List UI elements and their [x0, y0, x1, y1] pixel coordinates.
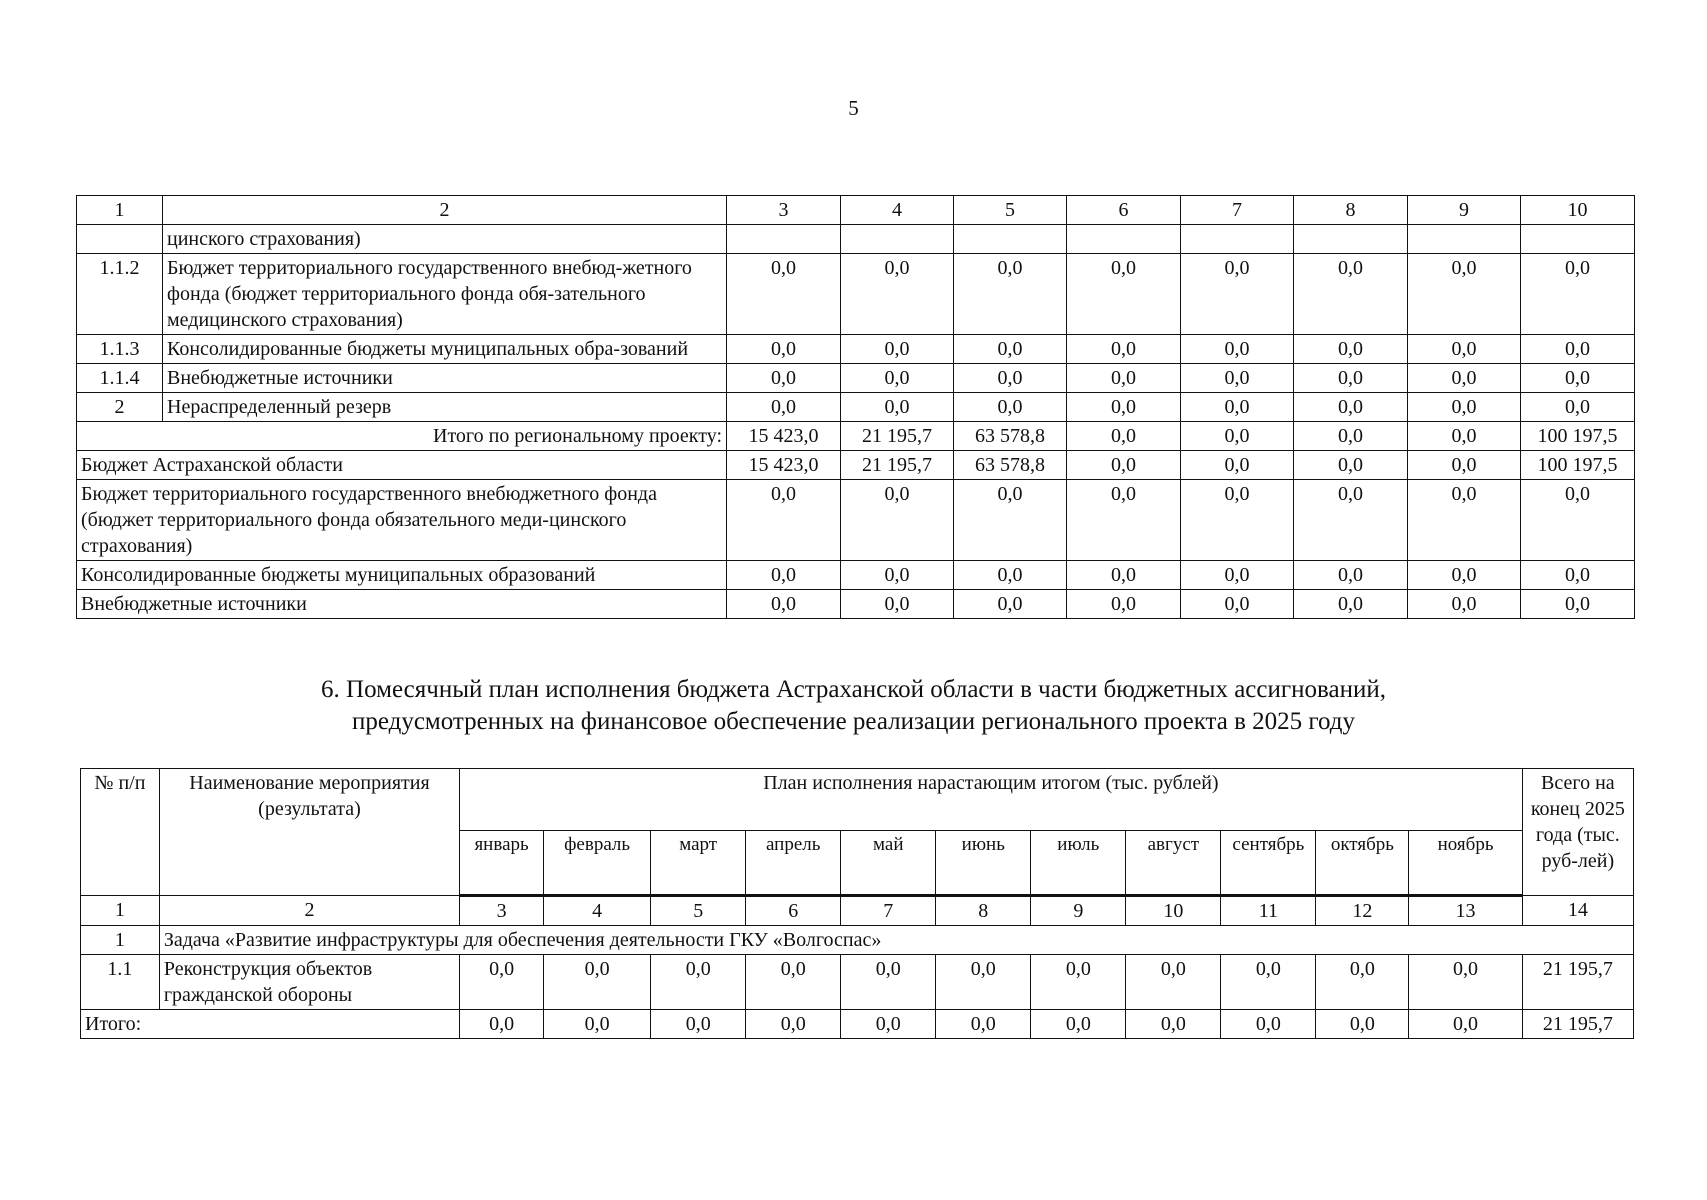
total-value: 0,0 — [1181, 422, 1294, 451]
summary-name: Внебюджетные источники — [77, 590, 727, 619]
month-value: 0,0 — [1409, 955, 1522, 1010]
index-cell: 6 — [746, 896, 841, 926]
col-plan-header: План исполнения нарастающим итогом (тыс. рублей) — [460, 769, 1523, 831]
header-cell: 8 — [1294, 196, 1408, 225]
value-cell: 0,0 — [1067, 254, 1181, 335]
index-cell: 2 — [159, 896, 459, 926]
index-cell: 1 — [81, 896, 160, 926]
value-cell: 0,0 — [727, 480, 841, 561]
header-cell: 6 — [1067, 196, 1181, 225]
value-cell: 0,0 — [954, 480, 1067, 561]
value-cell: 0,0 — [954, 364, 1067, 393]
month-value: 0,0 — [841, 1010, 936, 1039]
index-cell: 11 — [1221, 896, 1316, 926]
value-cell — [954, 225, 1067, 254]
header-cell: 3 — [727, 196, 841, 225]
value-cell — [727, 225, 841, 254]
value-cell: 0,0 — [1521, 254, 1635, 335]
value-cell: 0,0 — [1521, 561, 1635, 590]
header-row — [77, 196, 1635, 225]
header-cell: 2 — [163, 196, 727, 225]
month-value: 0,0 — [1126, 1010, 1221, 1039]
index-cell: 7 — [841, 896, 936, 926]
value-cell: 0,0 — [841, 393, 954, 422]
value-cell: 0,0 — [1408, 335, 1521, 364]
index-cell: 5 — [651, 896, 746, 926]
value-cell: 63 578,8 — [954, 451, 1067, 480]
value-cell: 0,0 — [1408, 364, 1521, 393]
value-cell — [1067, 225, 1181, 254]
value-cell: 0,0 — [1408, 254, 1521, 335]
total-value: 100 197,5 — [1521, 422, 1635, 451]
total-value: 0,0 — [1067, 422, 1181, 451]
value-cell — [1294, 225, 1408, 254]
value-cell — [1408, 225, 1521, 254]
table-row — [77, 335, 1635, 364]
index-cell: 14 — [1522, 896, 1633, 926]
value-cell: 0,0 — [1181, 364, 1294, 393]
month-value: 0,0 — [544, 955, 651, 1010]
month-value: 0,0 — [1221, 1010, 1316, 1039]
header-cell: 5 — [954, 196, 1067, 225]
row-number: 2 — [77, 393, 163, 422]
row-name: Внебюджетные источники — [163, 364, 727, 393]
monthly-plan-table — [80, 768, 1634, 1039]
month-value: 0,0 — [544, 1010, 651, 1039]
col-name-header: Наименование мероприятия (результата) — [159, 769, 459, 896]
value-cell: 0,0 — [1294, 590, 1408, 619]
section-title-line1: 6. Помесячный план исполнения бюджета Астраханской области в части бюджетных ассигнований, — [321, 676, 1386, 703]
summary-row — [77, 590, 1635, 619]
item-row — [81, 955, 1634, 1010]
month-header: сентябрь — [1221, 831, 1316, 896]
header-row-top — [81, 769, 1634, 831]
value-cell: 0,0 — [1294, 480, 1408, 561]
item-number: 1.1 — [81, 955, 160, 1010]
value-cell: 0,0 — [954, 561, 1067, 590]
total-value: 0,0 — [1408, 422, 1521, 451]
value-cell: 0,0 — [954, 590, 1067, 619]
month-header: май — [841, 831, 936, 896]
col-num-header: № п/п — [81, 769, 160, 896]
task-number: 1 — [81, 926, 160, 955]
index-row — [81, 896, 1634, 926]
header-cell: 4 — [841, 196, 954, 225]
index-cell: 8 — [936, 896, 1031, 926]
value-cell: 0,0 — [841, 364, 954, 393]
month-value: 0,0 — [1316, 955, 1409, 1010]
value-cell: 21 195,7 — [841, 451, 954, 480]
value-cell: 0,0 — [1408, 451, 1521, 480]
row-name: Консолидированные бюджеты муниципальных обра-зований — [163, 335, 727, 364]
table-row — [77, 225, 1635, 254]
total-value: 15 423,0 — [727, 422, 841, 451]
value-cell: 0,0 — [727, 590, 841, 619]
month-header: октябрь — [1316, 831, 1409, 896]
value-cell: 0,0 — [1521, 590, 1635, 619]
month-value: 0,0 — [746, 1010, 841, 1039]
value-cell: 0,0 — [1408, 480, 1521, 561]
summary-row — [77, 480, 1635, 561]
value-cell: 0,0 — [727, 364, 841, 393]
month-value: 0,0 — [1031, 955, 1126, 1010]
financing-table — [76, 195, 1635, 619]
item-total: 21 195,7 — [1522, 955, 1633, 1010]
value-cell: 0,0 — [727, 393, 841, 422]
value-cell: 0,0 — [954, 335, 1067, 364]
value-cell: 0,0 — [1294, 451, 1408, 480]
value-cell: 0,0 — [1181, 561, 1294, 590]
month-value: 0,0 — [1031, 1010, 1126, 1039]
total-value: 63 578,8 — [954, 422, 1067, 451]
value-cell: 0,0 — [1067, 451, 1181, 480]
month-header: июль — [1031, 831, 1126, 896]
month-header: ноябрь — [1409, 831, 1522, 896]
value-cell: 0,0 — [1181, 451, 1294, 480]
month-value: 0,0 — [1409, 1010, 1522, 1039]
month-value: 0,0 — [651, 955, 746, 1010]
task-name: Задача «Развитие инфраструктуры для обеспечения деятельности ГКУ «Волгоспас» — [159, 926, 1633, 955]
value-cell: 15 423,0 — [727, 451, 841, 480]
footer-total: 21 195,7 — [1522, 1010, 1633, 1039]
index-cell: 12 — [1316, 896, 1409, 926]
value-cell: 0,0 — [1294, 335, 1408, 364]
summary-name: Консолидированные бюджеты муниципальных образований — [77, 561, 727, 590]
month-value: 0,0 — [460, 955, 544, 1010]
value-cell: 0,0 — [1408, 561, 1521, 590]
month-value: 0,0 — [746, 955, 841, 1010]
row-number — [77, 225, 163, 254]
value-cell: 0,0 — [841, 590, 954, 619]
value-cell: 0,0 — [841, 480, 954, 561]
value-cell: 0,0 — [1181, 335, 1294, 364]
value-cell — [1181, 225, 1294, 254]
index-cell: 13 — [1409, 896, 1522, 926]
summary-row — [77, 561, 1635, 590]
table-row — [77, 393, 1635, 422]
value-cell: 0,0 — [1294, 364, 1408, 393]
total-value: 0,0 — [1294, 422, 1408, 451]
month-header: апрель — [746, 831, 841, 896]
total-label: Итого по региональному проекту: — [77, 422, 727, 451]
table-row — [77, 364, 1635, 393]
month-value: 0,0 — [651, 1010, 746, 1039]
index-cell: 10 — [1126, 896, 1221, 926]
value-cell: 0,0 — [727, 254, 841, 335]
table-row — [77, 254, 1635, 335]
month-header: февраль — [544, 831, 651, 896]
summary-name: Бюджет территориального государственного внебюджетного фонда (бюджет территориального фонда обязательного меди-цинского страхования) — [77, 480, 727, 561]
value-cell: 0,0 — [1408, 590, 1521, 619]
value-cell: 0,0 — [727, 335, 841, 364]
index-cell: 4 — [544, 896, 651, 926]
value-cell: 0,0 — [1181, 254, 1294, 335]
value-cell: 0,0 — [1181, 393, 1294, 422]
value-cell: 0,0 — [1521, 393, 1635, 422]
value-cell: 0,0 — [1181, 480, 1294, 561]
month-header: март — [651, 831, 746, 896]
month-value: 0,0 — [1221, 955, 1316, 1010]
header-cell: 1 — [77, 196, 163, 225]
value-cell: 0,0 — [1067, 480, 1181, 561]
value-cell — [841, 225, 954, 254]
header-cell: 7 — [1181, 196, 1294, 225]
col-total-header: Всего на конец 2025 года (тыс. руб-лей) — [1522, 769, 1633, 896]
total-row — [77, 422, 1635, 451]
summary-name: Бюджет Астраханской области — [77, 451, 727, 480]
section-title — [0, 674, 1707, 738]
month-value: 0,0 — [460, 1010, 544, 1039]
value-cell: 0,0 — [727, 561, 841, 590]
value-cell: 0,0 — [841, 561, 954, 590]
index-cell: 9 — [1031, 896, 1126, 926]
row-name: цинского страхования) — [163, 225, 727, 254]
value-cell: 100 197,5 — [1521, 451, 1635, 480]
value-cell: 0,0 — [1294, 393, 1408, 422]
section-title-line2: предусмотренных на финансовое обеспечение реализации регионального проекта в 2025 году — [351, 708, 1356, 735]
value-cell: 0,0 — [1067, 364, 1181, 393]
row-number: 1.1.3 — [77, 335, 163, 364]
month-value: 0,0 — [936, 955, 1031, 1010]
total-value: 21 195,7 — [841, 422, 954, 451]
value-cell: 0,0 — [1521, 335, 1635, 364]
header-cell: 9 — [1408, 196, 1521, 225]
value-cell: 0,0 — [1408, 393, 1521, 422]
row-number: 1.1.2 — [77, 254, 163, 335]
value-cell — [1521, 225, 1635, 254]
item-name: Реконструкция объектов гражданской обороны — [159, 955, 459, 1010]
page-number: 5 — [848, 96, 859, 120]
value-cell: 0,0 — [1067, 335, 1181, 364]
row-number: 1.1.4 — [77, 364, 163, 393]
month-header: июнь — [936, 831, 1031, 896]
value-cell: 0,0 — [1294, 254, 1408, 335]
month-value: 0,0 — [936, 1010, 1031, 1039]
summary-row — [77, 451, 1635, 480]
header-cell: 10 — [1521, 196, 1635, 225]
index-cell: 3 — [460, 896, 544, 926]
footer-row — [81, 1010, 1634, 1039]
value-cell: 0,0 — [1067, 561, 1181, 590]
task-row — [81, 926, 1634, 955]
row-name: Бюджет территориального государственного внебюд-жетного фонда (бюджет территориального фонда обя-зательного медицинского страхования) — [163, 254, 727, 335]
value-cell: 0,0 — [954, 393, 1067, 422]
month-value: 0,0 — [1316, 1010, 1409, 1039]
row-name: Нераспределенный резерв — [163, 393, 727, 422]
month-value: 0,0 — [1126, 955, 1221, 1010]
footer-label: Итого: — [81, 1010, 460, 1039]
month-header: август — [1126, 831, 1221, 896]
value-cell: 0,0 — [1521, 480, 1635, 561]
month-value: 0,0 — [841, 955, 936, 1010]
month-header: январь — [460, 831, 544, 896]
value-cell: 0,0 — [1181, 590, 1294, 619]
value-cell: 0,0 — [1521, 364, 1635, 393]
value-cell: 0,0 — [1294, 561, 1408, 590]
value-cell: 0,0 — [1067, 590, 1181, 619]
value-cell: 0,0 — [841, 254, 954, 335]
value-cell: 0,0 — [1067, 393, 1181, 422]
value-cell: 0,0 — [841, 335, 954, 364]
value-cell: 0,0 — [954, 254, 1067, 335]
